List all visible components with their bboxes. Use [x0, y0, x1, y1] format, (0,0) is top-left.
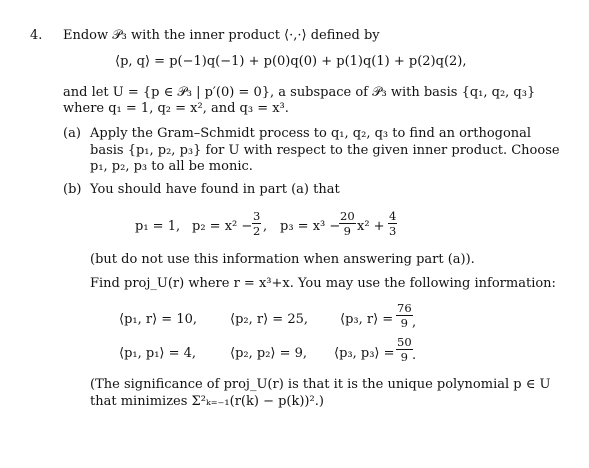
info-p3-p3-numerator: 50: [397, 335, 412, 349]
subspace-definition-line1: and let U = {p ∈ 𝒫₃ | p′(0) = 0}, a subspace of 𝒫₃ with basis {q₁, q₂, q₃}: [63, 85, 536, 100]
p3-fraction-1: [339, 210, 356, 237]
info-p1-p1: ⟨p₁, p₁⟩ = 4,: [119, 346, 197, 361]
significance-line2: that minimizes Σ²ₖ₌₋₁(r(k) − p(k))².): [90, 394, 324, 409]
info-p3-r-numerator: 76: [397, 301, 412, 315]
info-p3-p3-lhs: ⟨p₃, p₃⟩ =: [334, 346, 395, 361]
info-p1-r: ⟨p₁, r⟩ = 10,: [119, 312, 197, 327]
part-b-find-line: Find proj_U(r) where r = x³+x. You may use the following information:: [90, 276, 556, 291]
problem-intro: Endow 𝒫₃ with the inner product ⟨·,·⟩ defined by: [63, 28, 380, 43]
part-a-line2: basis {p₁, p₂, p₃} for U with respect to the given inner product. Choose: [90, 143, 560, 158]
info-p3-r-fraction: [396, 302, 413, 329]
inner-product-equation: ⟨p, q⟩ = p(−1)q(−1) + p(0)q(0) + p(1)q(1) + p(2)q(2),: [115, 54, 467, 69]
p2-fraction-denominator: 2: [253, 224, 261, 238]
info-p3-r-lhs: ⟨p₃, r⟩ =: [340, 312, 394, 327]
info-p3-r-comma: ,: [412, 315, 417, 330]
p2-equation-comma: ,: [263, 219, 268, 234]
p3-equation-mid: x² +: [357, 219, 385, 234]
p1-equation: p₁ = 1,: [135, 219, 181, 234]
part-b-note: (but do not use this information when answering part (a)).: [90, 252, 475, 267]
info-p3-p3-period: .: [412, 348, 417, 363]
info-p3-p3-fraction: [396, 336, 413, 363]
p3-fraction-2-denominator: 3: [389, 224, 397, 238]
part-b-intro: You should have found in part (a) that: [90, 182, 340, 197]
info-p2-r: ⟨p₂, r⟩ = 25,: [230, 312, 308, 327]
info-p3-r-denominator: 9: [400, 316, 408, 330]
p3-fraction-2: [388, 210, 397, 237]
problem-number: 4.: [30, 28, 43, 43]
info-p2-p2: ⟨p₂, p₂⟩ = 9,: [230, 346, 308, 361]
subspace-definition-line2: where q₁ = 1, q₂ = x², and q₃ = x³.: [63, 101, 289, 116]
p3-fraction-1-denominator: 9: [343, 224, 351, 238]
part-b-label: (b): [63, 182, 82, 197]
part-a-line3: p₁, p₂, p₃ to all be monic.: [90, 159, 253, 174]
p2-fraction-numerator: 3: [253, 209, 261, 223]
p2-equation-lhs: p₂ = x² −: [192, 219, 253, 234]
significance-line1: (The significance of proj_U(r) is that it is the unique polynomial p ∈ U: [90, 377, 551, 392]
p2-fraction: [252, 210, 261, 237]
p3-equation-lhs: p₃ = x³ −: [280, 219, 341, 234]
info-p3-p3-denominator: 9: [400, 350, 408, 364]
p3-fraction-1-numerator: 20: [340, 209, 355, 223]
part-a-line1: Apply the Gram–Schmidt process to q₁, q₂, q₃ to find an orthogonal: [90, 126, 532, 141]
part-a-label: (a): [63, 126, 81, 141]
p3-fraction-2-numerator: 4: [389, 209, 397, 223]
